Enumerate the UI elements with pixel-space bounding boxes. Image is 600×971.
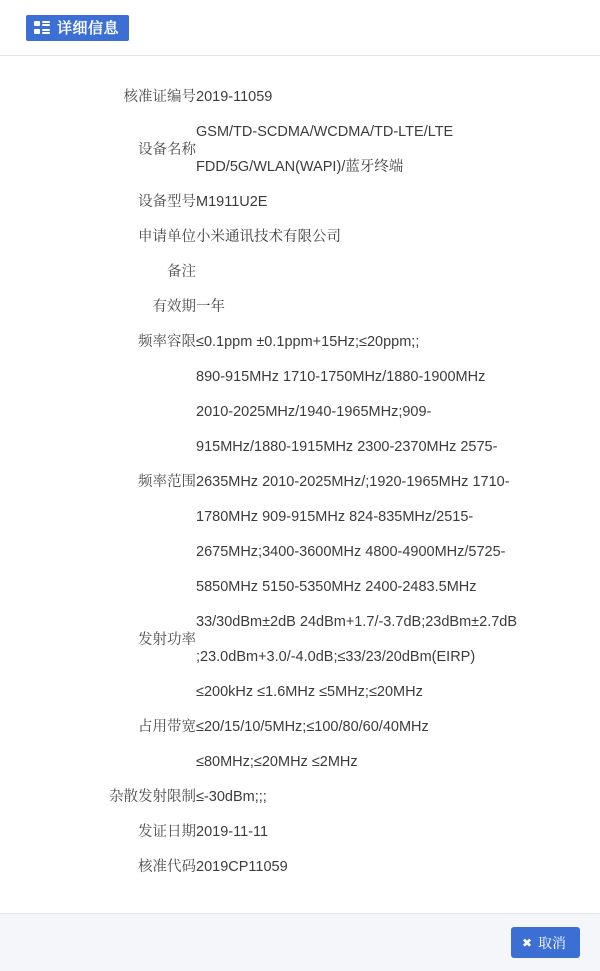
detail-value bbox=[196, 780, 600, 815]
detail-value-line: ≤-30dBm;;; bbox=[196, 789, 267, 805]
detail-value bbox=[196, 850, 600, 885]
detail-value-line: 2635MHz 2010-2025MHz/;1920-1965MHz 1710- bbox=[196, 474, 510, 490]
detail-value-line: 2675MHz;3400-3600MHz 4800-4900MHz/5725- bbox=[196, 544, 506, 560]
dialog-header bbox=[0, 0, 600, 56]
detail-label: 设备名称 bbox=[138, 141, 196, 158]
table-row bbox=[0, 255, 600, 290]
detail-value-line: FDD/5G/WLAN(WAPI)/蓝牙终端 bbox=[196, 159, 404, 175]
table-row bbox=[0, 325, 600, 360]
detail-value-line: 2019-11059 bbox=[196, 89, 273, 105]
table-row bbox=[0, 815, 600, 850]
cancel-button-label: 取消 bbox=[538, 934, 566, 951]
dialog-footer bbox=[0, 913, 600, 971]
detail-label: 核准代码 bbox=[138, 859, 196, 875]
detail-value-line: 5850MHz 5150-5350MHz 2400-2483.5MHz bbox=[196, 579, 477, 595]
detail-value bbox=[196, 185, 600, 220]
detail-value-line: M1911U2E bbox=[196, 194, 268, 210]
detail-content bbox=[0, 56, 600, 971]
detail-label: 杂散发射限制 bbox=[109, 789, 196, 805]
table-row bbox=[0, 780, 600, 815]
detail-table-body bbox=[0, 80, 600, 885]
detail-value-line: 915MHz/1880-1915MHz 2300-2370MHz 2575- bbox=[196, 439, 498, 455]
detail-value bbox=[196, 815, 600, 850]
table-row bbox=[0, 290, 600, 325]
detail-value bbox=[196, 325, 600, 360]
detail-value-line: ≤80MHz;≤20MHz ≤2MHz bbox=[196, 754, 358, 770]
detail-value bbox=[196, 290, 600, 325]
detail-value bbox=[196, 115, 600, 185]
table-row bbox=[0, 220, 600, 255]
table-row bbox=[0, 115, 600, 185]
detail-label: 频率容限 bbox=[138, 334, 196, 350]
detail-label: 备注 bbox=[167, 264, 196, 280]
detail-value-line: ≤200kHz ≤1.6MHz ≤5MHz;≤20MHz bbox=[196, 684, 423, 700]
detail-value-line bbox=[196, 255, 600, 290]
detail-value bbox=[196, 220, 600, 255]
detail-table bbox=[0, 80, 600, 885]
detail-value-line: 2019-11-11 bbox=[196, 824, 269, 840]
close-x-icon: ✖ bbox=[521, 935, 532, 950]
table-row bbox=[0, 80, 600, 115]
detail-value bbox=[196, 80, 600, 115]
detail-label: 发射功率 bbox=[138, 631, 196, 648]
table-row bbox=[0, 675, 600, 780]
detail-value-line: 2019CP11059 bbox=[196, 859, 288, 875]
detail-value-line: ≤20/15/10/5MHz;≤100/80/60/40MHz bbox=[196, 719, 429, 735]
detail-value-line: 890-915MHz 1710-1750MHz/1880-1900MHz bbox=[196, 369, 486, 385]
detail-value-line: 1780MHz 909-915MHz 824-835MHz/2515- bbox=[196, 509, 474, 525]
cancel-button[interactable] bbox=[511, 927, 580, 958]
grid-list-icon bbox=[34, 21, 50, 35]
table-row bbox=[0, 185, 600, 220]
detail-label: 核准证编号 bbox=[123, 89, 196, 105]
table-row bbox=[0, 850, 600, 885]
detail-value bbox=[196, 605, 600, 675]
detail-label: 频率范围 bbox=[138, 474, 196, 490]
table-row bbox=[0, 360, 600, 605]
detail-label: 发证日期 bbox=[138, 824, 196, 840]
detail-label: 占用带宽 bbox=[138, 719, 196, 735]
detail-label: 申请单位 bbox=[138, 229, 196, 245]
detail-value-line: 2010-2025MHz/1940-1965MHz;909- bbox=[196, 404, 432, 420]
table-row bbox=[0, 605, 600, 675]
detail-value-line: 33/30dBm±2dB 24dBm+1.7/-3.7dB;23dBm±2.7dB bbox=[196, 614, 518, 630]
detail-value bbox=[196, 255, 600, 290]
detail-value-line: ;23.0dBm+3.0/-4.0dB;≤33/23/20dBm(EIRP) bbox=[196, 649, 476, 665]
detail-label: 有效期 bbox=[152, 299, 196, 315]
detail-value bbox=[196, 360, 600, 605]
page-title bbox=[26, 15, 129, 41]
detail-value-line: GSM/TD-SCDMA/WCDMA/TD-LTE/LTE bbox=[196, 124, 454, 140]
detail-value-line: 小米通讯技术有限公司 bbox=[196, 229, 341, 245]
detail-label: 设备型号 bbox=[138, 194, 196, 210]
detail-value bbox=[196, 675, 600, 780]
detail-value-line: ≤0.1ppm ±0.1ppm+15Hz;≤20ppm;; bbox=[196, 334, 420, 350]
page-title-text: 详细信息 bbox=[57, 20, 120, 37]
detail-value-line: 一年 bbox=[196, 299, 225, 315]
